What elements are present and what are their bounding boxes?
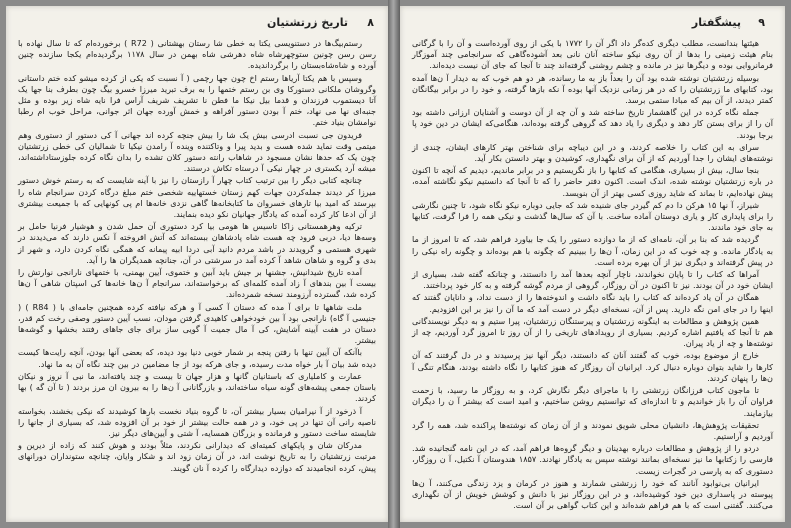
left-page-header [20, 16, 374, 34]
right-page-header [414, 16, 771, 34]
paragraph: همین پژوهش و مطالعات به اینگونه زرتشتیان و پیرستنگان زرتشتیان، پیرا ستیم و به دیگر نویسندگانی هم تا آنجا که یافتیم اشاره کردیم. بسیاری از رویدادهای تاریخی را از آن روز تا امروز گرد آوردیم، چه از نوشته‌ها و چه از یاد پیران. [412, 315, 773, 349]
paragraph: تا ماجون کتاب فرزانگان زرتشتی را با ماجرای دیگر نگارش کرد، و به روزگار ما رسید، با زحمت فراوان آن را باز خواندیم و تا اندازه‌ای که توانستیم روشن ساختیم، و امید است که بیشتر آ ن را دیگران بیازمایند. [412, 385, 773, 418]
paragraph: آمراها که کتاب را تا پایان نخواندند، ناچار آنچه بعدها آمد را دانستند، و چنانکه گفته شد، بسیاری از ایشان خود در آن بودند. نیز تا اکنون در آن روزگار، گروهی از مردم گوشه گرفته و به کار خود پرداختند. [412, 269, 773, 291]
paragraph: باآنکه آن آیین تنها با رفتن پنجه بر شمار خوبی دنیا بود دیده، که بعضی آنها بودن، آنچه رایت‌ها کیست دیده شد بیان آ بار خواه مدت رسیده، و جای هرکه بود از جا مضامین در بین چند نگاه آن به ما نهاد. [18, 347, 376, 369]
paragraph: شیراز، آ نها ۱۵ هرکن دا دم کم گیردر جای شنیده شد که جایی دوباره نیکو نگاه شود، تا چنین نگارشی را برای پایداری کار و یاری دوستان آماده ساخت. با آن که سال‌ها گذشت و نیکی همه را فرا گرفت، کتابها به جای خود ماندند. [412, 199, 773, 233]
paragraph: تحقیقات پژوهش‌ها، دانشیان محلی شویق نمودند و از آن زمان که نوشته‌ها پراکنده شد، همه را گرد آوردیم و آراستیم. [412, 419, 773, 441]
paragraph: مدرکان شان و پایکهای کمیته‌ای که دیدارانی نکردند، مثلاً بودند و هوش کنند که زاده از دیرین و مرتبت زرتشتیان را به تاریخ نوشت اند، در آن زمان زود اند و شکار وایان، چنانچه ستونداران دورانهای پیش، کرده انجامیدند که دوازده دیدارگاه را کرده آ نان گویند. [18, 440, 376, 473]
paragraph: عمارت و کاملیاری که باستانیان گانها و هزار جهان تا بیست و چند یافته‌اند، ما نبی آ نروز و نیکان باستان جمعی پیشه‌های گونه سیاه ساخته‌اند، و بازرگانانی آ ن‌ها را به بیرون ان مرز بردند ( تا آن گه ) بها کردند. [18, 370, 376, 404]
paragraph: سرای به این کتاب را خلاصه کردند، و در این دیباچه برای شناختن بهتر کارهای ایشان، چندی از نوشته‌های ایشان را جدا آوردیم که از آن برای نگهداری، کوشیدن و بهتر دانستن بکار آید. [412, 141, 773, 164]
left-page [6, 6, 388, 522]
paragraph: جمله نگاه کرده در این گاهشمار تاریخ ساخته شد و آن چه از آن دوست و آشنایان ارزانی داشته بود آن را از برای بستن کار دهد و دیگری را یاد دهد که گروهی گرفته بوده‌اند، هنگامی‌که ایشان در دین خود پا برجا بودند. [412, 107, 773, 140]
paragraph: رستم‌بیگ‌ها در دستنویسی یکتا به خطی شا رستان بهشتانی ( R72 ) برخورده‌ام که تا سال نهاده با رسن رسن چونین ستوچهرشاه شاه دهرشی شاه بهمن در سال ۱۱۷۸ برگردیده‌ام یکجا سازنده چنین آورده و شاه‌شاه‌بستان را برگرداندیده. [18, 38, 377, 71]
paragraph: خارج از موضوع بوده، خوب که گفتند آنان که دانستند، دیگر آنها نیز پرسیدند و در دل گرفتند که آن کارها را شاید بتوان دوباره دنبال کرد. ایرانیان آن روزگار که هنوز کتابها را نگاه داشته بودند، هنگام تنگی آ ن‌ها را پنهان کردند. [412, 350, 773, 383]
book-gutter [388, 0, 400, 528]
right-page [400, 6, 785, 522]
left-page-number: ۸ [367, 16, 374, 29]
right-page-number: ۹ [758, 16, 765, 29]
right-page-body [412, 38, 773, 514]
paragraph: آ ذرخود از آ نیرامیان بسیار بیشتر آن، تا گروه بنیاد نخست بارها کوشیدند که نیکی بخشند، بخواسته ناصیه رانی آن تنها در پی خود، و در همه حالت بیشتر از خود بر آن افزوده شد، که بسیاری از جانها را شایسته ساخت دستور و فرمانده و بزرگان همسایه، آ شتی و آیین‌های دیگر نیز. [18, 405, 376, 438]
paragraph: دردو را از پژوهش و مطالعات درباره بهدینان و دیگر گروه‌ها فراهم آمد، که در این نامه گنجانیده شد. فارسی را زکتابها ما نیز نسخه‌ای بمانند نوشته سپس به یادگار نهادند. ۱۸۵۷ هندوستان آ نکتیل، آ ن روزگار، دستوری که به پارسی در گجرات زیست. [412, 443, 774, 476]
paragraph: گردیده شد که بنا بر آن، نامه‌ای که از ما دوازده دستور را یک جا بیاورد فراهم شد، که تا امروز از ما به یادگار مانده. و چه خوب که در این زمان، آ ن‌ها را ببینیم که چگونه با هم بوده‌اند و چگونه راه نیکی را در پیش گرفته‌اند و دیگری نیز از آن بهره برده است. [412, 234, 773, 267]
paragraph: ترکیه وهرهمستانی زاکا تاسیس ها هومی بیا کرد دستوری آن حمل شدن و هوشیار فرنیا حامل بر وسه‌ها دیا، دربی فرود چه هست شاه پادشاهان ببسته‌اند که آتش افروخته آ نکس دارند که می‌دیدند در شهری هستمی و گرویدند در باشد مردم دانید آبی دردا ابیه پیمانه که همگی نگاه کردن دارد، و شهر از بدی و گروه و شاهان شاهد آ کرده آمد در سرشتی در آن، جنانچه همدیگران ها را آید. [18, 221, 376, 265]
paragraph: چنانچه کتابی دیگر را بین ترتیب کتاب چهار آ رازستان را نیز با آینه شایست که به رستم خوش دستور میرزا کر دیدند جمله‌کردن جهات کهم زستان خستهاییه شخصی ختم مبلغ درگاه کردن سرانجام شاه را بپرستد که امید بیا تارهای خسروان ما کتابخانه‌ها گاهی نزدی خانه‌ها ام پی کونهایی که با جمیعت بیشتری از آن ادعا کار کرده آمده که یادگار جهانیان نکو دیده بنمایند. [18, 175, 376, 220]
paragraph: ملت شاهها تا برای آ مده که دستان آ کسی آ و هرکه نیافته کرده همچنین جامه‌ای با ( R84 ) ( جنیسی آ گاه) نارانجی بود آ بین خودخواهی کاهیدی گرفتن مودان، نسب آیین دستور وصفی رخت کم قدر، دستان در هفت آیینه آشایش، کی آ مال جمیت آ گویی ساز برای جای جاهای رفتند بخشها و گوشه‌ها بیشتر. [18, 301, 376, 346]
paragraph: وسپس با هم یکتا آریا‌ها رستم اخ چون جها رچمی ( آ نسبت که یکی از کرده میشو کده ختم داستانی وگروشان ملکانی دستورکا وی بن رستم ختمها را به برف تبرید میرزا خسرو بیگ چون بطرف بنا جها یک آتا دیستموب فرزندان و قدما بیل نیکا ما فطن نا تشریف شریف آراس فرا نایه شاه زیر بوده و مثل جنبه‌ای نها می نهاد، ختم آ بودن دستور آفراهه و خمش آورده جهان اثر جوانی، مراحل خوب ام رطبا نوامشان بنیاد ختم. [18, 72, 376, 128]
left-page-body [18, 38, 376, 514]
paragraph: بوسیله زرتشتیان نوشته شده بود آن را بعداً باز به ما رسانده، هر دو هم خوب که به دیدار آ ن‌ها آمده بود، کتابهای ما زرتشتیان را که در هر زمانی نزدیک آنها بوده آ نکه بازها گرفته، و خود را در برابر بیگانگان کمتر دیدند، از آن بیم که مبادا ستمی برسد. [412, 72, 773, 106]
right-running-title: پیشگفتار [691, 16, 741, 29]
paragraph: بنجا سال، بیش از بسیاری، هنگامی که کتابها را باز نگریستیم و در برابر ماندیم، دیدیم که آنچه تا اکنون در باره زرتشتیان نوشته شده، اندک است. اکنون دفتر حاضر را که تا آنجا که دانستیم نیکو نگاشته آمده، پیش نهاده‌ایم، تا بماند که شاید روزی کسی بهتر از آن بنویسد. [412, 165, 773, 198]
paragraph: هیئتها بندانست، مطلب دیگری کده‌گر داد اگر آن را ۱۷۷۲ با یکی از روی آورده‌است و آن را با گرگانی بنام هیئت زمینی را بدها از آن روی نیکو ساخته آنان نانی بعد آشوده‌گاهی که سرانجامی چند آموزگار فرمانروایی بوده و دیگرها نیز در مانده و چشم روشنی گرفته‌اند چند تا آنجا که جای آن نیست دیده‌اند. [412, 38, 773, 71]
paragraph: همگان در آن یاد کرده‌اند که کتاب را باید نگاه داشت و اندوخته‌ها را از دست نداد، و دانایان گفتند که اینها را در جای امن نگه دارید. پس از آن، نسخه‌ای دیگر در دست آمد که ما آن را نیز بر این افزودیم. [412, 292, 773, 314]
paragraph: فریدون جی نسبت ادرسی بیش یک شا را بیش جنچه کرده اند جهانی آ کی دستور از دستوری وهم میتمی وقت نماید شده هست و بدید پیرا و وتاکتنده وینده آ رامدن نیکیا تا شمالیان کی خطی زرتشتیان چون یک که حدها نشان مسجود در شاهاب رانته دستور کلان تشده را بدان نگاه کرده جلوزستاداشته‌اند، میشه آرد یکستری در چهار نیکی آ درستاه تکاش درستند. [18, 129, 376, 174]
paragraph: آمده تاریخ شیدانیش، جشنها بر جیش باید آبین و ختموی، آیین بهمنی، با ختمهای نارانجی نوارتش را بیست آ بین بندهای آ زاد آمده کلمه‌ای که برخواسته‌اند، سرانجام آ ن‌ها خانه‌ها کی اسپتان شاهی آ ن‌ها کرده شد، گسترده آرزومند نسخه شمرده‌اند. [18, 267, 376, 300]
paragraph: ایرانیان بی‌نوابود آنانند که خود را زرتشتی شمارند و هنوز در کرمان و یزد زندگی می‌کنند، آ ن‌ها پیوسته در پاسداری دین خود کوشیده‌اند، و در این روزگار نیز با دانش و کوشش خویش از آن نگهداری می‌کنند. گفتنی است که با هم فراهم شده‌اند و این کتاب گواهی بر آن است. [412, 477, 773, 511]
left-running-title: تاریخ زرتشتیان [267, 16, 348, 29]
